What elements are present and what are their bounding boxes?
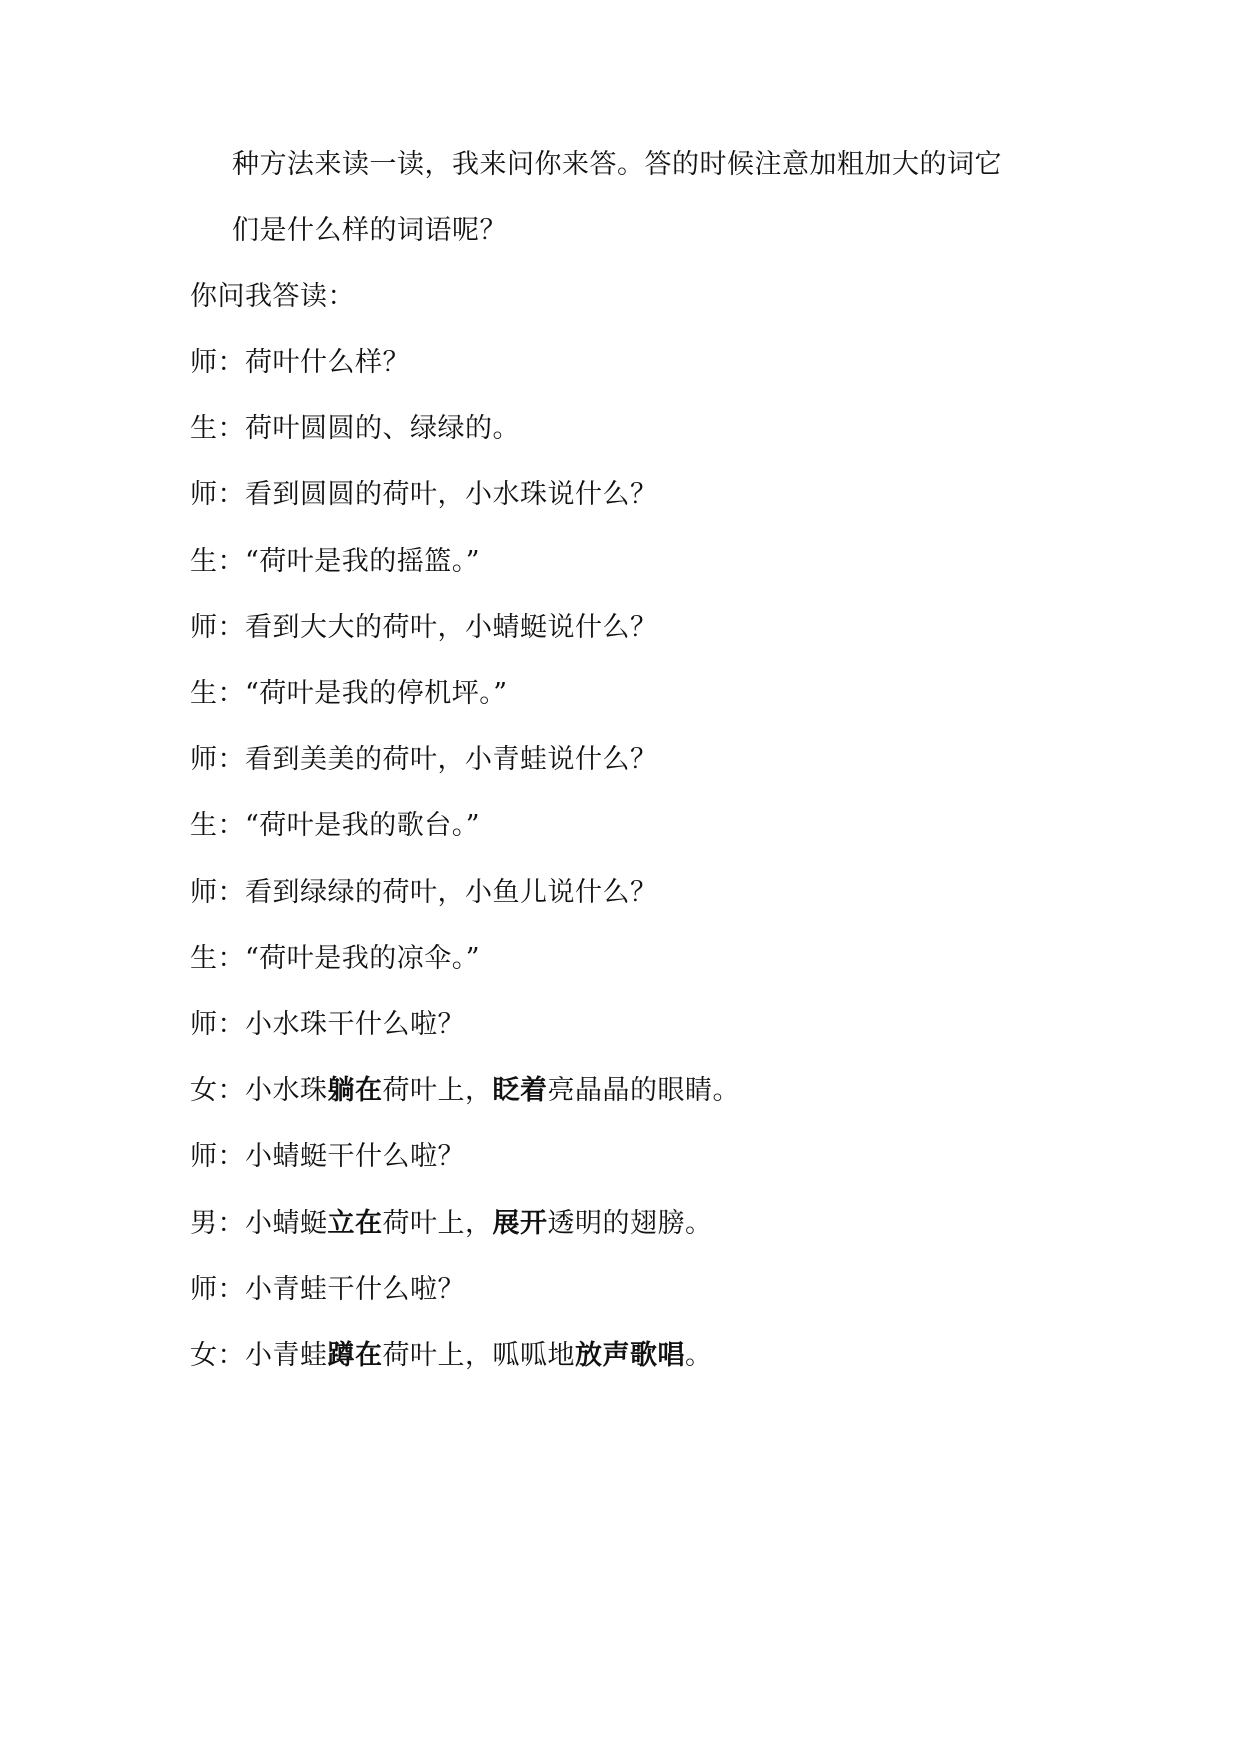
dialogue-line bbox=[190, 545, 480, 579]
dialogue-text: 师：小蜻蜓干什么啦？ bbox=[190, 1141, 465, 1172]
dialogue-line bbox=[190, 743, 658, 777]
intro-line-1: 种方法来读一读，我来问你来答。答的时候注意加粗加大的词它 bbox=[232, 149, 1002, 180]
dialogue-text: 师：荷叶什么样？ bbox=[190, 347, 410, 378]
dialogue-text: 亮晶晶的眼睛。 bbox=[547, 1075, 740, 1106]
dialogue-text: 女：小水珠 bbox=[190, 1075, 328, 1106]
dialogue-line bbox=[190, 346, 410, 380]
dialogue-text: 师：看到大大的荷叶，小蜻蜓说什么？ bbox=[190, 612, 658, 643]
emphasized-word: 蹲在 bbox=[327, 1340, 383, 1371]
dialogue-line bbox=[190, 942, 480, 976]
dialogue-text: 荷叶上， bbox=[382, 1208, 493, 1239]
dialogue-line bbox=[190, 809, 480, 843]
dialogue-text: 师：看到绿绿的荷叶，小鱼儿说什么？ bbox=[190, 877, 658, 908]
dialogue-line bbox=[190, 412, 520, 446]
dialogue-text: 。 bbox=[685, 1340, 713, 1371]
dialogue-text: 生：荷叶圆圆的、绿绿的。 bbox=[190, 413, 520, 444]
emphasized-word: 眨着 bbox=[492, 1075, 548, 1106]
dialogue-line bbox=[190, 478, 658, 512]
dialogue-text: 生：“荷叶是我的歌台。” bbox=[190, 810, 481, 841]
dialogue-line bbox=[190, 1273, 465, 1307]
dialogue-text: 荷叶上，呱呱地 bbox=[382, 1340, 575, 1371]
dialogue-line bbox=[190, 1140, 465, 1174]
dialogue-line bbox=[190, 1339, 713, 1373]
emphasized-word: 立在 bbox=[327, 1208, 383, 1239]
intro-line-2: 们是什么样的词语呢？ bbox=[232, 215, 507, 246]
dialogue-text: 透明的翅膀。 bbox=[547, 1208, 713, 1239]
section-heading: 你问我答读： bbox=[190, 281, 355, 312]
dialogue-text: 师：看到圆圆的荷叶，小水珠说什么？ bbox=[190, 479, 658, 510]
dialogue-line bbox=[190, 1008, 465, 1042]
dialogue-line bbox=[190, 1207, 713, 1241]
dialogue-text: 师：看到美美的荷叶，小青蛙说什么？ bbox=[190, 744, 658, 775]
dialogue-line bbox=[190, 1074, 740, 1108]
dialogue-text: 女：小青蛙 bbox=[190, 1340, 328, 1371]
dialogue-line bbox=[190, 876, 658, 910]
dialogue-text: 荷叶上， bbox=[382, 1075, 493, 1106]
emphasized-word: 展开 bbox=[492, 1208, 548, 1239]
dialogue-line bbox=[190, 677, 508, 711]
dialogue-text: 生：“荷叶是我的摇篮。” bbox=[190, 546, 481, 577]
emphasized-word: 躺在 bbox=[327, 1075, 383, 1106]
dialogue-line bbox=[190, 611, 658, 645]
emphasized-word: 放声歌唱 bbox=[575, 1340, 685, 1371]
dialogue-text: 男：小蜻蜓 bbox=[190, 1208, 328, 1239]
dialogue-text: 师：小水珠干什么啦？ bbox=[190, 1009, 465, 1040]
dialogue-text: 生：“荷叶是我的停机坪。” bbox=[190, 678, 508, 709]
dialogue-text: 师：小青蛙干什么啦？ bbox=[190, 1274, 465, 1305]
dialogue-text: 生：“荷叶是我的凉伞。” bbox=[190, 943, 481, 974]
